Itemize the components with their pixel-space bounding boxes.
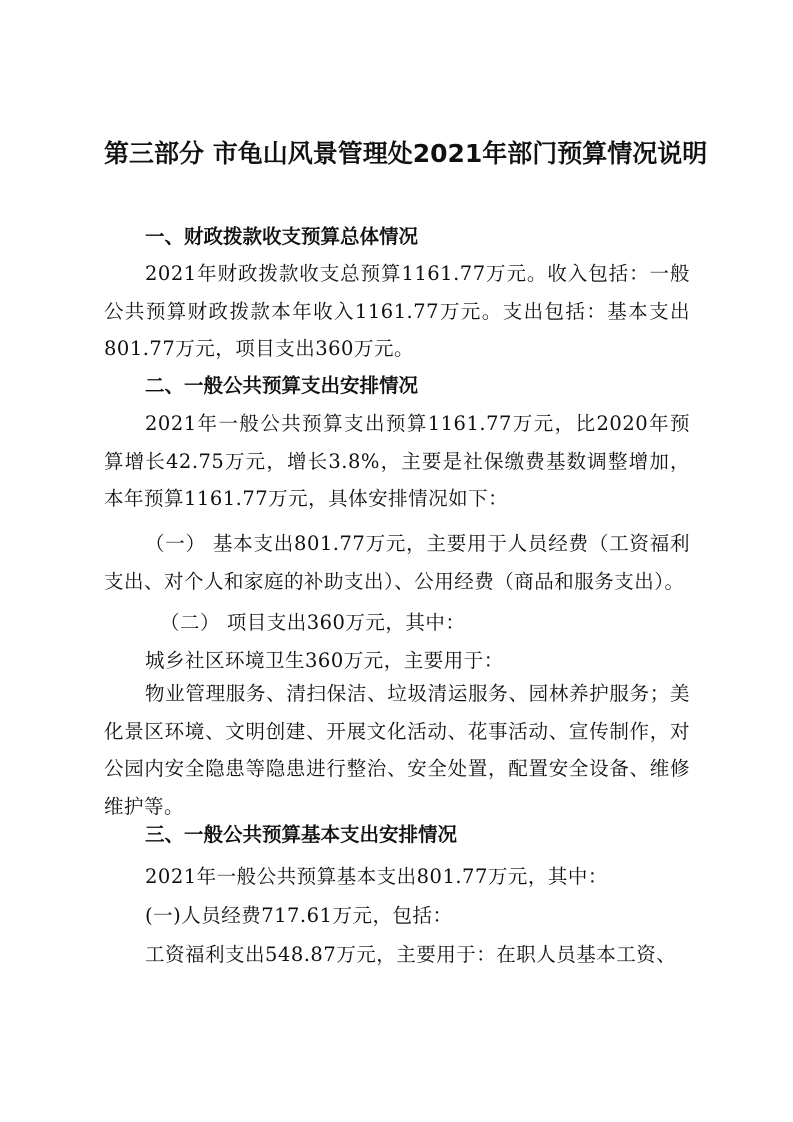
section-2-paragraph-3: （二） 项目支出360万元，其中：	[160, 611, 466, 634]
section-3-paragraph-2: (一)人员经费717.61万元，包括：	[145, 904, 453, 927]
section-heading-1: 一、财政拨款收支预算总体情况	[145, 225, 419, 248]
page-title: 第三部分 市龟山风景管理处2021年部门预算情况说明	[104, 139, 708, 168]
section-2-paragraph-1: 2021年一般公共预算支出预算1161.77万元，比2020年预算增长42.75万元，增长3.8%，主要是社保缴费基数调整增加，本年预算1161.77万元，具体安排情况如下：	[104, 412, 690, 510]
section-2-paragraph-2: （一） 基本支出801.77万元，主要用于人员经费（工资福利支出、对个人和家庭的补助支出）、公用经费（商品和服务支出）。	[104, 532, 690, 593]
section-1-paragraph-1: 2021年财政拨款收支总预算1161.77万元。收入包括：一般公共预算财政拨款本年收入1161.77万元。支出包括：基本支出801.77万元，项目支出360万元。	[104, 262, 690, 360]
section-heading-2: 二、一般公共预算支出安排情况	[145, 374, 419, 397]
section-2-paragraph-4: 城乡社区环境卫生360万元，主要用于：	[145, 649, 504, 672]
section-2-paragraph-5: 物业管理服务、清扫保洁、垃圾清运服务、园林养护服务；美化景区环境、文明创建、开展文化活动、花事活动、宣传制作，对公园内安全隐患等隐患进行整治、安全处置，配置安全设备、维修维护等。	[104, 682, 690, 818]
section-heading-3: 三、一般公共预算基本支出安排情况	[145, 823, 458, 846]
section-3-paragraph-3: 工资福利支出548.87万元，主要用于：在职人员基本工资、	[145, 943, 677, 966]
section-3-paragraph-1: 2021年一般公共预算基本支出801.77万元，其中：	[145, 865, 608, 888]
